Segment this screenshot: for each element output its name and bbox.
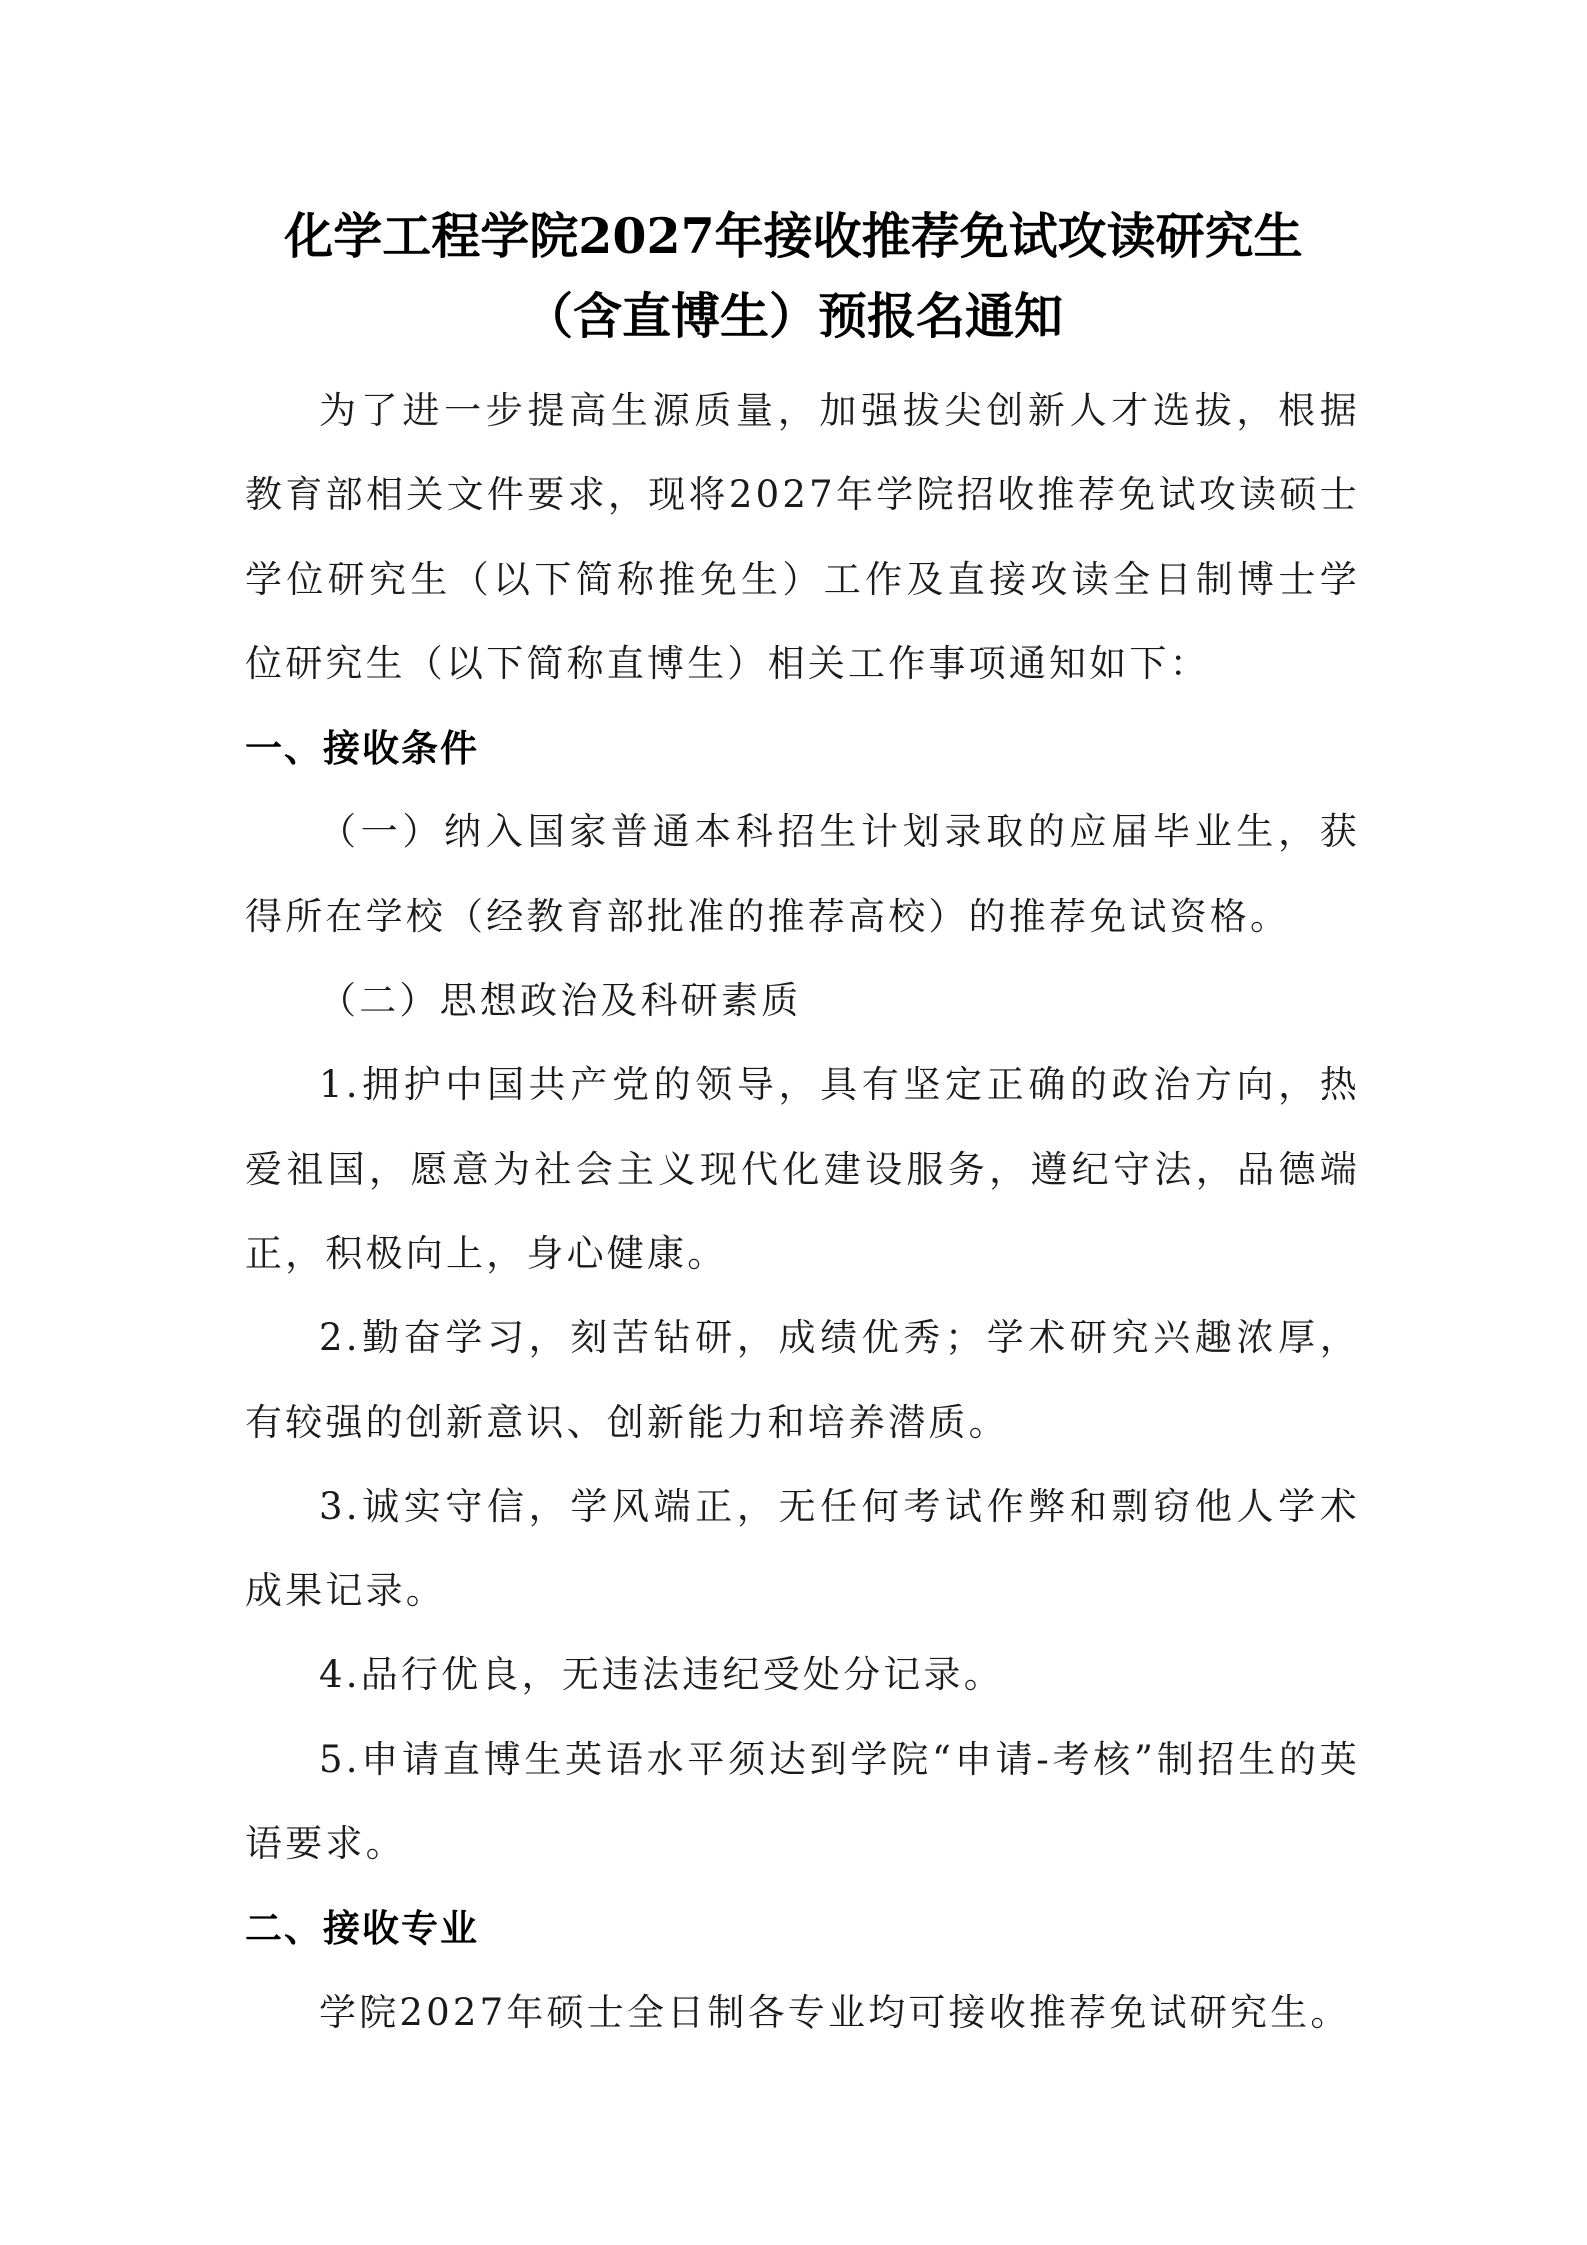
condition-item-5: 5.申请直博生英语水平须达到学院“申请-考核”制招生的英语要求。 [245,1737,1360,1866]
condition-item-2: 2.勤奋学习，刻苦钻研，成绩优秀；学术研究兴趣浓厚，有较强的创新意识、创新能力和培养潜质。 [245,1316,1360,1444]
condition-item-4: 4.品行优良，无违法违纪受处分记录。 [319,1653,1004,1697]
condition-paragraph-1: （一）纳入国家普通本科招生计划录取的应届毕业生，获得所在学校（经教育部批准的推荐高校）的推荐免试资格。 [245,810,1360,938]
condition-item-1: 1.拥护中国共产党的领导，具有坚定正确的政治方向，热爱祖国，愿意为社会主义现代化建设服务，遵纪守法，品德端正，积极向上，身心健康。 [245,1063,1360,1275]
section-heading-conditions: 一、接收条件 [245,726,479,771]
section-heading-majors: 二、接收专业 [245,1906,479,1951]
document-title-line-1: 化学工程学院2027年接收推荐免试攻读研究生 [284,207,1303,265]
intro-paragraph: 为了进一步提高生源质量，加强拔尖创新人才选拔，根据教育部相关文件要求，现将2027年学院招收推荐免试攻读硕士学位研究生（以下简称推免生）工作及直接攻读全日制博士学位研究生（以下简称直博生）相关工作事项通知如下： [245,389,1360,685]
document-body [245,369,1360,2055]
condition-item-3: 3.诚实守信，学风端正，无任何考试作弊和剽窃他人学术成果记录。 [245,1484,1360,1613]
majors-paragraph: 学院2027年硕士全日制各专业均可接收推荐免试研究生。 [319,1990,1351,2034]
condition-subheading-2: （二）思想政治及科研素质 [319,979,802,1023]
document-title-line-2: （含直博生）预报名通知 [523,287,1063,345]
